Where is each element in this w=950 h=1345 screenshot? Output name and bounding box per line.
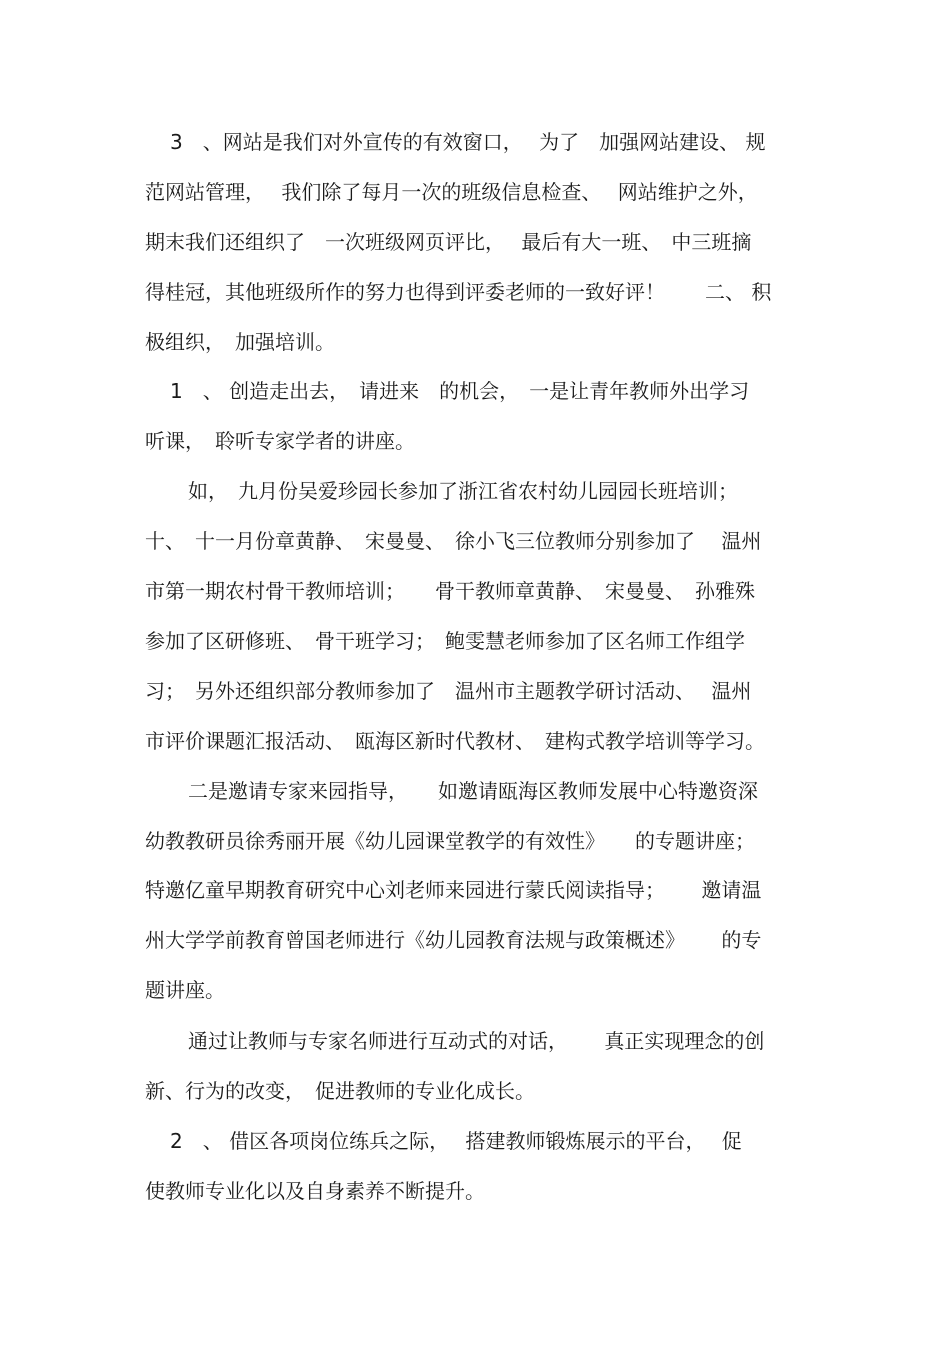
text-line: 市评价课题汇报活动、 瓯海区新时代教材、 建构式教学培训等学习。 (145, 729, 765, 753)
text-line: 参加了区研修班、 骨干班学习； 鲍雯慧老师参加了区名师工作组学 (145, 629, 745, 653)
text-line: 使教师专业化以及自身素养不断提升。 (145, 1179, 485, 1203)
text-line: 十、 十一月份章黄静、 宋曼曼、 徐小飞三位教师分别参加了 温州 (145, 529, 762, 553)
text-line: 州大学学前教育曾国老师进行《幼儿园教育法规与政策概述》 的专 (145, 928, 762, 952)
text-line: 习； 另外还组织部分教师参加了 温州市主题教学研讨活动、 温州 (145, 679, 752, 703)
text-line: 期末我们还组织了 一次班级网页评比， 最后有大一班、 中三班摘 (145, 230, 752, 254)
text-line: 极组织， 加强培训。 (145, 330, 335, 354)
text-line: 市第一期农村骨干教师培训； 骨干教师章黄静、 宋曼曼、 孙雅殊 (145, 579, 755, 603)
text-line: 题讲座。 (145, 978, 225, 1002)
text-line: 如， 九月份吴爱珍园长参加了浙江省农村幼儿园园长班培训； (188, 479, 738, 503)
text-line: 听课， 聆听专家学者的讲座。 (145, 429, 415, 453)
text-line: 得桂冠，其他班级所作的努力也得到评委老师的一致好评！ 二、 积 (145, 280, 772, 304)
text-line: 1 、 创造走出去， 请进来 的机会， 一是让青年教师外出学习 (170, 379, 750, 403)
text-line: 新、行为的改变， 促进教师的专业化成长。 (145, 1079, 535, 1103)
text-line: 范网站管理， 我们除了每月一次的班级信息检查、 网站维护之外， (145, 180, 758, 204)
text-line: 幼教教研员徐秀丽开展《幼儿园课堂教学的有效性》 的专题讲座； (145, 829, 755, 853)
text-line: 特邀亿童早期教育研究中心刘老师来园进行蒙氏阅读指导； 邀请温 (145, 878, 762, 902)
text-line: 通过让教师与专家名师进行互动式的对话， 真正实现理念的创 (188, 1029, 765, 1053)
text-line: 2 、 借区各项岗位练兵之际， 搭建教师锻炼展示的平台， 促 (170, 1129, 742, 1153)
text-line: 3 、网站是我们对外宣传的有效窗口， 为了 加强网站建设、 规 (170, 130, 766, 154)
text-line: 二是邀请专家来园指导， 如邀请瓯海区教师发展中心特邀资深 (188, 779, 758, 803)
